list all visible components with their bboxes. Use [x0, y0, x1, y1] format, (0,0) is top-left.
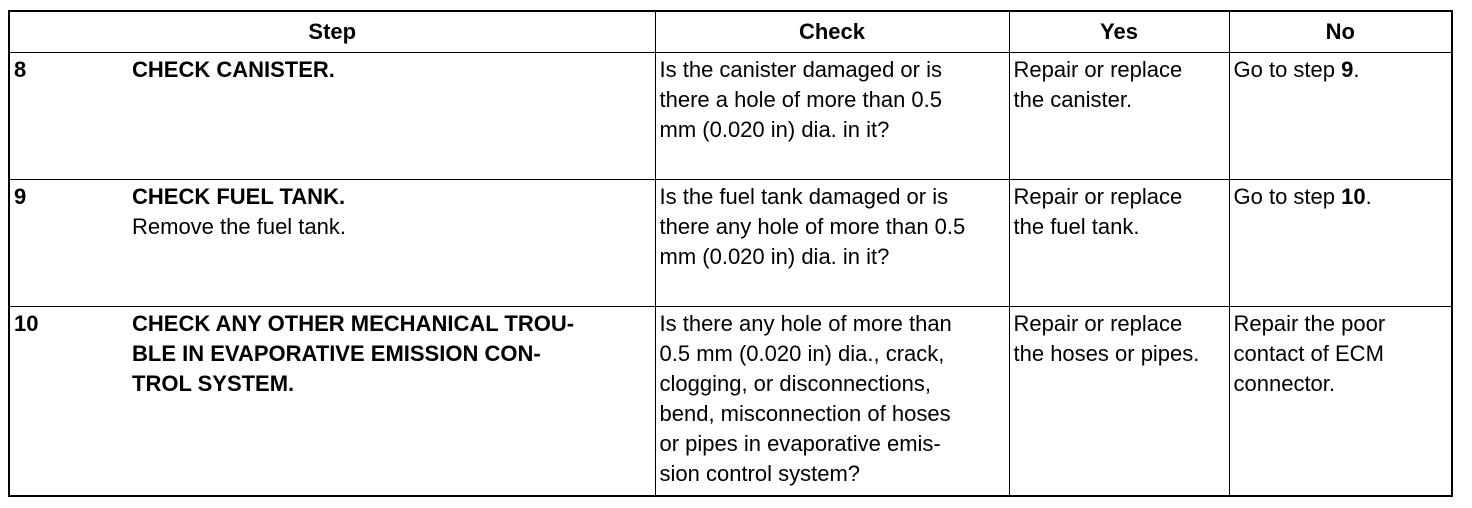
yes-cell — [1009, 307, 1229, 497]
header-yes: Yes — [1009, 11, 1229, 53]
step-number: 8 — [14, 57, 27, 82]
step-title: CHECK CANISTER. — [132, 57, 335, 82]
step-cell — [9, 180, 655, 307]
no-text-suffix: . — [1365, 184, 1372, 209]
yes-text: Repair or replace the fuel tank. — [1013, 184, 1183, 239]
check-text: Is there any hole of more than 0.5 mm (0.020 in) dia., crack, clogging, or disconnections, bend, misconnection of hoses or pipes in evaporative emis- sion control system? — [659, 311, 952, 486]
no-text-prefix: Go to step — [1233, 184, 1342, 209]
step-cell — [9, 53, 655, 180]
diagnostic-table — [8, 10, 1453, 497]
yes-cell — [1009, 53, 1229, 180]
no-step-reference: 9 — [1341, 57, 1354, 82]
step-number: 9 — [14, 184, 27, 209]
no-cell — [1229, 53, 1452, 180]
check-text: Is the fuel tank damaged or is there any hole of more than 0.5 mm (0.020 in) dia. in it? — [659, 184, 966, 269]
check-cell — [655, 53, 1009, 180]
check-text: Is the canister damaged or is there a hole of more than 0.5 mm (0.020 in) dia. in it? — [659, 57, 943, 142]
no-text: Repair the poor contact of ECM connector. — [1233, 311, 1386, 396]
step-number: 10 — [14, 311, 39, 336]
check-cell — [655, 180, 1009, 307]
no-cell — [1229, 180, 1452, 307]
table-header-row — [9, 11, 1452, 53]
yes-text: Repair or replace the canister. — [1013, 57, 1183, 112]
header-no: No — [1229, 11, 1452, 53]
no-text-suffix: . — [1353, 57, 1360, 82]
no-cell — [1229, 307, 1452, 497]
step-title: CHECK ANY OTHER MECHANICAL TROU- BLE IN EVAPORATIVE EMISSION CON- TROL SYSTEM. — [132, 311, 575, 396]
no-step-reference: 10 — [1341, 184, 1366, 209]
table-row — [9, 180, 1452, 307]
diagnostic-table-container — [8, 10, 1453, 497]
table-row — [9, 53, 1452, 180]
check-cell — [655, 307, 1009, 497]
yes-cell — [1009, 180, 1229, 307]
step-cell — [9, 307, 655, 497]
table-row — [9, 307, 1452, 497]
header-step: Step — [9, 11, 655, 53]
step-title: CHECK FUEL TANK. — [132, 184, 346, 209]
yes-text: Repair or replace the hoses or pipes. — [1013, 311, 1200, 366]
header-check: Check — [655, 11, 1009, 53]
no-text-prefix: Go to step — [1233, 57, 1342, 82]
step-detail: Remove the fuel tank. — [132, 214, 347, 239]
